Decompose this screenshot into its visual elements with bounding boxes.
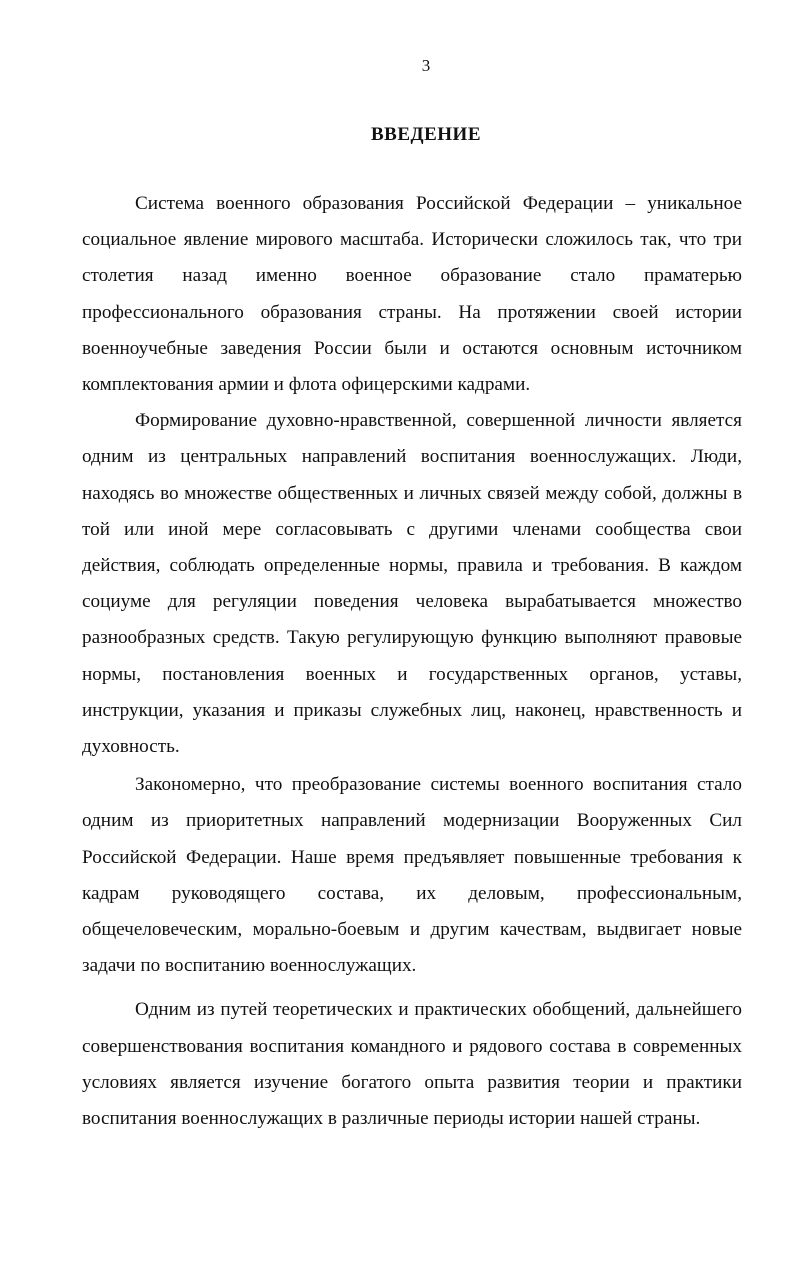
page-number: 3 bbox=[421, 56, 431, 75]
paragraph: Система военного образования Российской Федерации – уникальное социальное явление мирового масштаба. Исторически сложилось так, что три столетия назад именно военное образование стало праматерью профессионального образования страны. На протяжении своей истории военноучебные заведения России были и остаются основным источником комплектования армии и флота офицерскими кадрами. bbox=[82, 193, 742, 396]
paragraph: Формирование духовно-нравственной, совершенной личности является одним из центральных направлений воспитания военнослужащих. Люди, находясь во множестве общественных и личных связей между собой, должны в той или иной мере согласовывать с другими членами сообщества свои действия, соблюдать определенные нормы, правила и требования. В каждом социуме для регуляции поведения человека вырабатывается множество разнообразных средств. Такую регулирующую функцию выполняют правовые нормы, постановления военных и государственных органов, уставы, инструкции, указания и приказы служебных лиц, наконец, нравственность и духовность. bbox=[82, 410, 742, 758]
paragraph: Закономерно, что преобразование системы военного воспитания стало одним из приоритетных направлений модернизации Вооруженных Сил Российской Федерации. Наше время предъявляет повышенные требования к кадрам руководящего состава, их деловым, профессиональным, общечеловеческим, морально-боевым и другим качествам, выдвигает новые задачи по воспитанию военнослужащих. bbox=[82, 774, 742, 977]
body-text bbox=[82, 186, 742, 1137]
page-title: ВВЕДЕНИЕ bbox=[371, 124, 481, 145]
paragraph: Одним из путей теоретических и практических обобщений, дальнейшего совершенствования воспитания командного и рядового состава в современных условиях является изучение богатого опыта развития теории и практики воспитания военнослужащих в различные периоды истории нашей страны. bbox=[82, 999, 742, 1130]
